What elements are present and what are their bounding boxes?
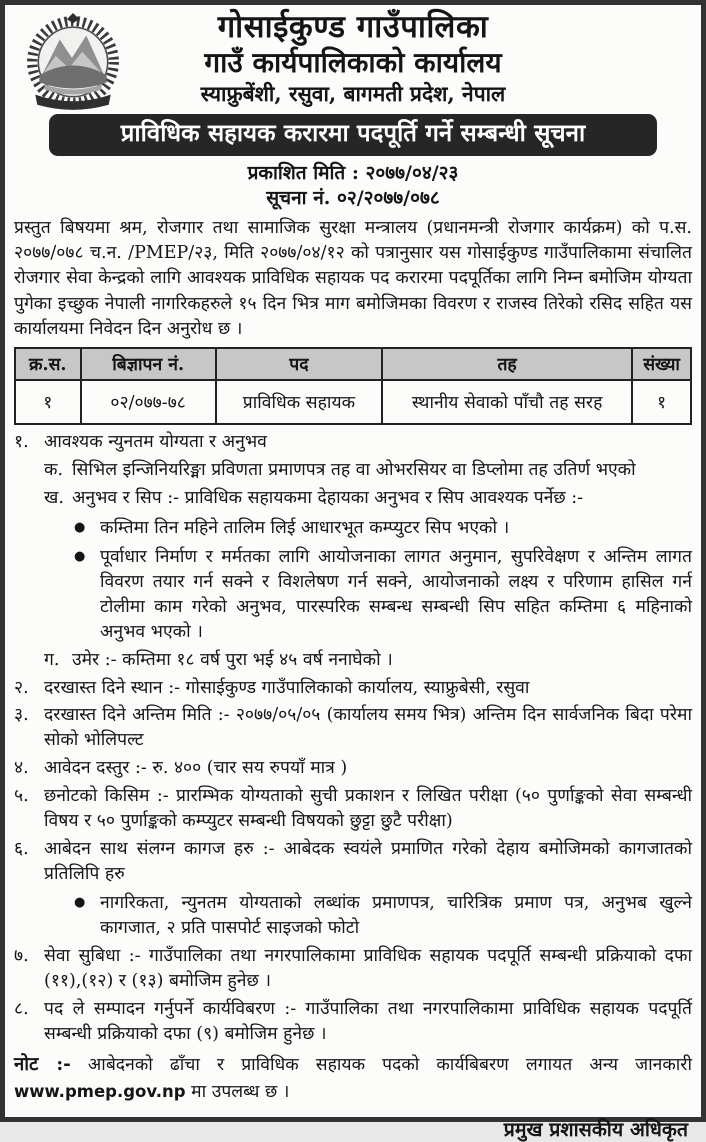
- list-item-8: [14, 997, 692, 1047]
- col-count: संख्या: [632, 348, 691, 380]
- intro-paragraph: प्रस्तुत बिषयमा श्रम, रोजगार तथा सामाजिक सुरक्षा मन्त्रालय (प्रधानमन्त्री रोजगार कार्यक्रम) को प.स. २०७७/०७८ च.न. /PMEP/२३, मिति २०७७/०४/१२ को पत्रानुसार यस गोसाईकुण्ड गाउँपालिकामा संचालित रोजगार सेवा केन्द्रको लागि आवश्यक प्राविधिक सहायक पद करारमा पदपूर्तिका लागि निम्न बमोजिम योग्यता पुगेका इच्छुक नेपाली नागरिकहरुले १५ दिन भित्र माग बमोजिमका विवरण र राजस्व तिरेको रसिद सहित यस कार्यालयमा निवेदन दिन अनुरोध छ ।: [14, 218, 692, 339]
- item-text: सिभिल इन्जिनियरिङ्मा प्रविणता प्रमाणपत्र तह वा ओभरसियर वा डिप्लोमा तह उतिर्ण भएको: [72, 459, 636, 480]
- col-serial-no: क्र.स.: [15, 348, 81, 380]
- col-level: तह: [382, 348, 632, 380]
- bullet-icon: ●: [74, 895, 86, 911]
- municipality-emblem-logo: [22, 13, 124, 115]
- note-website-url: www.pmep.gov.np: [14, 1082, 186, 1102]
- notice-number: सूचना नं. ०२/२०७७/०७८: [266, 187, 440, 210]
- signatory-title: प्रमुख प्रशासकीय अधिकृत: [503, 1118, 688, 1142]
- note-label: नोट :-: [14, 1054, 71, 1076]
- item-text: अनुभव र सिप :- प्राविधिक सहायकमा देहायका अनुभव र सिप आवश्यक पर्नेछ :-: [72, 487, 584, 508]
- item-text: आवेदन दस्तुर :- रु. ४०० (चार सय रुपयाँ मात्र ): [44, 758, 348, 779]
- item-number: ५.: [14, 786, 29, 806]
- item-number: ख.: [44, 487, 64, 508]
- item-text: दरखास्त दिने अन्तिम मिति :- २०७७/०५/०५ (कार्यालय समय भित्र) अन्तिम दिन सार्वजनिक बिदा परेमा सोको भोलिपल्ट: [44, 705, 692, 751]
- list-item-7: [14, 944, 692, 994]
- item-text: उमेर :- कम्तिमा १८ वर्ष पुरा भई ४५ वर्ष ननाघेको ।: [72, 649, 393, 670]
- document-header: [14, 9, 692, 212]
- note-line: [14, 1051, 692, 1105]
- list-item-6: [14, 837, 692, 887]
- list-item-4: [14, 756, 692, 781]
- list-item-1-ka: [44, 458, 692, 483]
- cell-position: प्राविधिक सहायक: [216, 380, 382, 424]
- col-advert-no: बिज्ञापन नं.: [81, 348, 216, 380]
- item-text: आबेदन साथ संलग्न कागज हरु :- आबेदक स्वयंले प्रमाणित गरेको देहाय बमोजिमको कागजातको प्रतिलिपि हरु: [44, 838, 692, 884]
- item-number: ७.: [14, 946, 29, 967]
- item-6-bullets: [74, 891, 692, 941]
- item-text: दरखास्त दिने स्थान :- गोसाईकुण्ड गाउँपालिकाको कार्यालय, स्याफ्रुबेसी, रसुवा: [44, 677, 530, 698]
- list-item-1-ga: [44, 648, 692, 673]
- item-number: ६.: [14, 838, 29, 859]
- bullet-item: [74, 891, 692, 941]
- item-1-kha-bullets: [74, 516, 692, 645]
- item-text: पद ले सम्पादन गर्नुपर्ने कार्यविबरण :- गाउँपालिका तथा नगरपालिकामा प्राविधिक सहायक पदपूर्ति सम्बन्धी प्रक्रियाको दफा (९) बमोजिम हुनेछ ।: [44, 998, 692, 1044]
- item-number: ८.: [14, 998, 29, 1019]
- item-text: आवश्यक न्युनतम योग्यता र अनुभव: [44, 432, 267, 453]
- table-header-row: [15, 348, 691, 380]
- list-item-1: [14, 430, 692, 455]
- item-number: २.: [14, 677, 29, 698]
- cell-level: स्थानीय सेवाको पाँचौ तह सरह: [382, 380, 632, 424]
- note-tail: मा उपलब्ध छ ।: [185, 1082, 290, 1103]
- bullet-item: [74, 545, 692, 644]
- municipality-name: गोसाईकुण्ड गाउँपालिका: [217, 9, 489, 45]
- col-position: पद: [216, 348, 382, 380]
- table-row: [15, 380, 691, 424]
- list-item-3: [14, 703, 692, 753]
- list-item-5: [14, 784, 692, 834]
- office-name: गाउँ कार्यपालिकाको कार्यालय: [204, 45, 502, 79]
- cell-serial-no: १: [15, 380, 81, 424]
- list-item-1-kha: [44, 486, 692, 511]
- vacancy-table: [14, 347, 692, 425]
- bullet-text: पूर्वाधार निर्माण र मर्मतका लागि आयोजनाका लागत अनुमान, सुपरिवेक्षण र अन्तिम लागत विवरण तयार गर्न सक्ने र विशलेषण गर्न सक्ने, आयोजनाको लक्ष्य र परिणाम हासिल गर्न टोलीमा काम गरेको अनुभव, पारस्परिक सम्बन्ध सम्बन्धी सिप सहित कम्तिमा ६ महिनाको अनुभव भएको ।: [100, 547, 692, 642]
- cell-count: १: [632, 380, 691, 424]
- bullet-text: कम्तिमा तिन महिने तालिम लिई आधारभूत कम्प्युटर सिप भएको ।: [100, 517, 510, 538]
- cell-advert-no: ०२/०७७-७८: [81, 380, 216, 424]
- item-number: ४.: [14, 758, 29, 779]
- published-date: प्रकाशित मिति : २०७७/०४/२३: [247, 161, 459, 184]
- bullet-icon: ●: [74, 549, 86, 565]
- list-item-2: [14, 676, 692, 701]
- bullet-text: नागरिकता, न्युनतम योग्यताको लब्धांक प्रमाणपत्र, चारित्रिक प्रमाण पत्र, अनुभब खुल्ने कागजात, २ प्रति पासपोर्ट साइजको फोटो: [100, 893, 692, 939]
- item-number: ग.: [44, 649, 60, 670]
- item-number: क.: [44, 459, 64, 480]
- note-text: आबेदनको ढाँचा र प्राविधिक सहायक पदको कार्यबिबरण लगायत अन्य जानकारी: [70, 1055, 692, 1076]
- bullet-item: [74, 516, 692, 541]
- conditions-list: [14, 430, 692, 1046]
- bullet-icon: ●: [74, 519, 86, 535]
- notice-title-banner: प्राविधिक सहायक करारमा पदपूर्ति गर्ने सम्बन्धी सूचना: [49, 114, 657, 155]
- office-address: स्याफ्रुबेंशी, रसुवा, बागमती प्रदेश, नेपाल: [200, 81, 506, 107]
- item-number: १.: [14, 432, 29, 453]
- item-text: छनोटको किसिम :- प्रारम्भिक योग्यताको सुची प्रकाशन र लिखित परीक्षा (५० पुर्णाङ्कको सेवा सम्बन्धी विषय र ५० पुर्णाङ्कको कम्प्युटर सम्बन्धी विषयको छुट्टा छुटै परीक्षा): [44, 786, 692, 831]
- item-text: सेवा सुबिधा :- गाउँपालिका तथा नगरपालिकामा प्राविधिक सहायक पदपूर्ति सम्बन्धी प्रक्रियाको दफा (११),(१२) र (१३) बमोजिम हुनेछ ।: [44, 946, 692, 991]
- item-number: ३.: [14, 705, 29, 726]
